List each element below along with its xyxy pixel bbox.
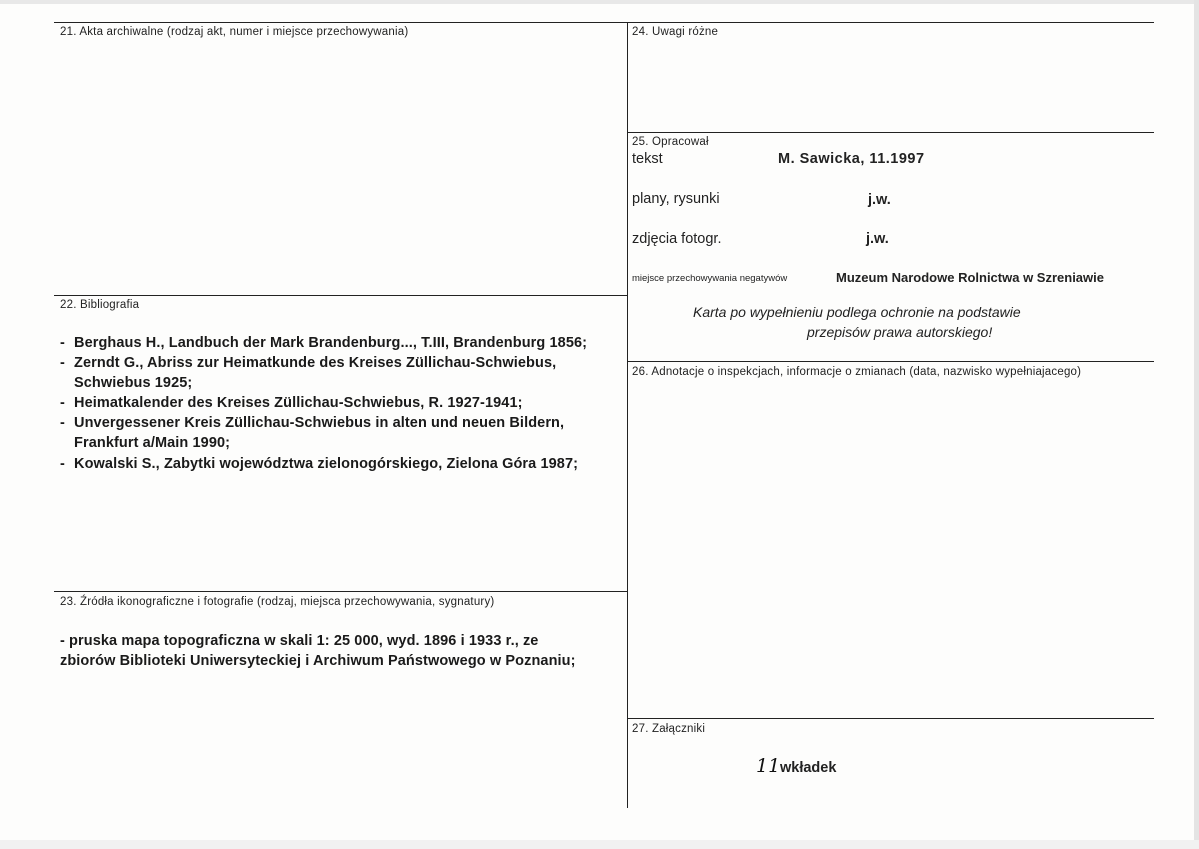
column-divider bbox=[627, 22, 628, 808]
bib-text: Frankfurt a/Main 1990; bbox=[74, 435, 231, 451]
prepared-photos-key: zdjęcia fotogr. bbox=[632, 231, 722, 247]
attachments-unit: wkładek bbox=[780, 760, 837, 776]
attachments-count-handwritten: 11 bbox=[756, 755, 781, 777]
negatives-location-label: miejsce przechowywania negatywów bbox=[632, 273, 788, 284]
bib-dash: - bbox=[60, 355, 65, 371]
negatives-location-value: Muzeum Narodowe Rolnictwa w Szreniawie bbox=[836, 270, 1104, 285]
prepared-plans-value: j.w. bbox=[868, 192, 891, 208]
section-22-label: 22. Bibliografia bbox=[60, 299, 140, 311]
bib-dash: - bbox=[60, 395, 65, 411]
bib-text: Zerndt G., Abriss zur Heimatkunde des Kreises Züllichau-Schwiebus, bbox=[74, 355, 557, 371]
prepared-photos-value: j.w. bbox=[866, 231, 889, 247]
copyright-notice-line: Karta po wypełnieniu podlega ochronie na podstawie bbox=[693, 304, 1021, 320]
iconography-line: zbiorów Biblioteki Uniwersyteckiej i Archiwum Państwowego w Poznaniu; bbox=[60, 653, 576, 669]
copyright-notice-line: przepisów prawa autorskiego! bbox=[807, 324, 993, 340]
prepared-text-key: tekst bbox=[632, 151, 663, 167]
section-26-label: 26. Adnotacje o inspekcjach, informacje o zmianach (data, nazwisko wypełniajacego) bbox=[632, 366, 1082, 378]
iconography-line: - pruska mapa topograficzna w skali 1: 25 000, wyd. 1896 i 1933 r., ze bbox=[60, 633, 539, 649]
bib-dash: - bbox=[60, 335, 65, 351]
section-23-label: 23. Źródła ikonograficzne i fotografie (rodzaj, miejsca przechowywania, sygnatury) bbox=[60, 596, 495, 608]
rule-26-27 bbox=[627, 718, 1154, 719]
prepared-plans-key: plany, rysunki bbox=[632, 191, 720, 207]
bib-dash: - bbox=[60, 415, 65, 431]
section-24-label: 24. Uwagi różne bbox=[632, 26, 719, 38]
section-25-label: 25. Opracował bbox=[632, 136, 709, 148]
section-21-label: 21. Akta archiwalne (rodzaj akt, numer i miejsce przechowywania) bbox=[60, 26, 409, 38]
rule-21-22 bbox=[54, 295, 627, 296]
bib-text: Unvergessener Kreis Züllichau-Schwiebus in alten und neuen Bildern, bbox=[74, 415, 565, 431]
section-27-label: 27. Załączniki bbox=[632, 723, 706, 735]
page-edge-right bbox=[1194, 0, 1199, 849]
page-edge-bottom bbox=[0, 840, 1199, 849]
bib-text: Schwiebus 1925; bbox=[74, 375, 193, 391]
rule-24-25 bbox=[627, 132, 1154, 133]
page-edge-top bbox=[0, 0, 1199, 4]
bib-text: Kowalski S., Zabytki województwa zielonogórskiego, Zielona Góra 1987; bbox=[74, 456, 579, 472]
prepared-text-value: M. Sawicka, 11.1997 bbox=[778, 151, 925, 167]
rule-22-23 bbox=[54, 591, 627, 592]
bib-text: Heimatkalender des Kreises Züllichau-Schwiebus, R. 1927-1941; bbox=[74, 395, 523, 411]
bib-dash: - bbox=[60, 456, 65, 472]
top-rule bbox=[54, 22, 1154, 23]
bib-text: Berghaus H., Landbuch der Mark Brandenburg..., T.III, Brandenburg 1856; bbox=[74, 335, 588, 351]
rule-25-26 bbox=[627, 361, 1154, 362]
